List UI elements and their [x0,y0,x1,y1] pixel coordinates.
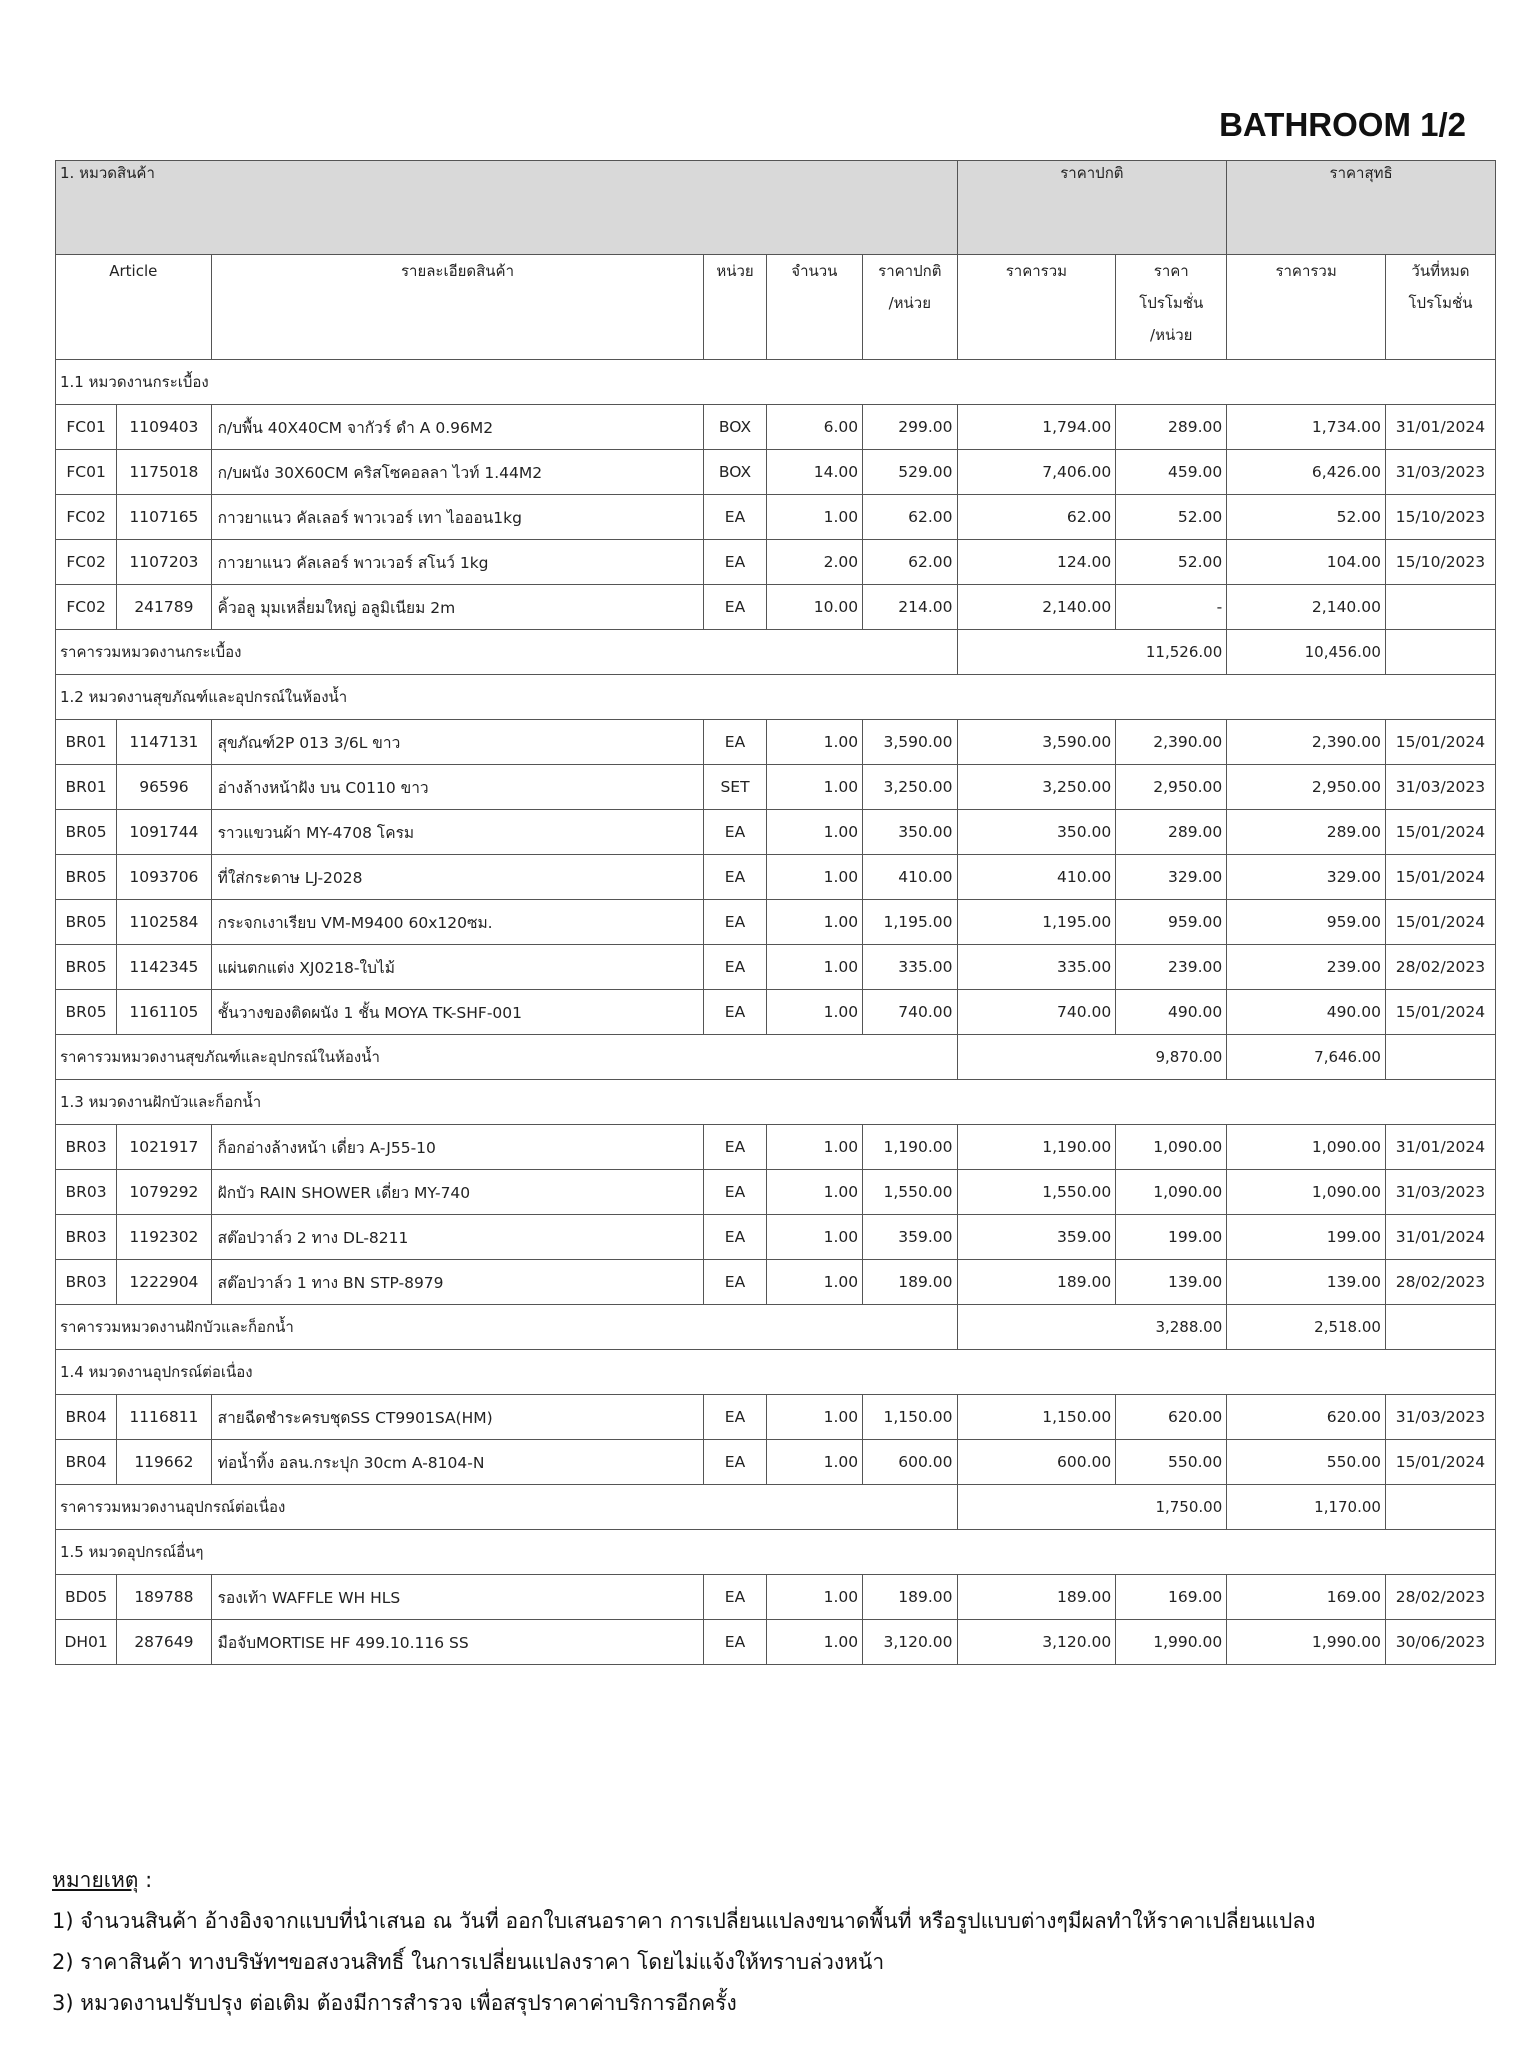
table-row [56,1125,1496,1170]
cell-code: FC02 [56,585,117,630]
cell-article: 1102584 [117,900,211,945]
cell-article: 96596 [117,765,211,810]
cell-article: 1147131 [117,720,211,765]
cell-promo-end: 28/02/2023 [1385,1575,1495,1620]
section-row [56,1530,1496,1575]
cell-promo-end: 31/01/2024 [1385,405,1495,450]
net-price-header: ราคาสุทธิ [1227,161,1496,255]
section-title: 1.5 หมวดอุปกรณ์อื่นๆ [56,1530,1496,1575]
cell-promo-end: 31/01/2024 [1385,1125,1495,1170]
cell-article: 1192302 [117,1215,211,1260]
column-header-article: Article [56,255,212,360]
net-subtotal-value: 10,456.00 [1227,630,1386,675]
cell-promo-end: 31/03/2023 [1385,1395,1495,1440]
subtotal-label: ราคารวมหมวดงานอุปกรณ์ต่อเนื่อง [56,1485,958,1530]
cell-net-total: 6,426.00 [1227,450,1386,495]
cell-article: 1091744 [117,810,211,855]
cell-total: 3,120.00 [957,1620,1116,1665]
cell-qty: 1.00 [766,990,862,1035]
cell-description: สายฉีดชำระครบชุดSS CT9901SA(HM) [211,1395,704,1440]
cell-unit: EA [704,1260,766,1305]
cell-net-total: 289.00 [1227,810,1386,855]
column-header-description: รายละเอียดสินค้า [211,255,704,360]
column-header-unit-price: ราคาปกติ /หน่วย [863,255,957,360]
column-header-qty: จำนวน [766,255,862,360]
cell-code: FC01 [56,450,117,495]
cell-article: 241789 [117,585,211,630]
cell-qty: 1.00 [766,900,862,945]
cell-article: 1175018 [117,450,211,495]
cell-code: FC02 [56,495,117,540]
subtotal-value: 9,870.00 [957,1035,1227,1080]
cell-description: ก/บผนัง 30X60CM คริสโซคอลลา ไวท์ 1.44M2 [211,450,704,495]
cell-promo-price: 459.00 [1116,450,1227,495]
table-row [56,495,1496,540]
table-row [56,945,1496,990]
cell-qty: 1.00 [766,1125,862,1170]
cell-article: 1107165 [117,495,211,540]
cell-code: BR05 [56,900,117,945]
column-header-total: ราคารวม [957,255,1116,360]
subtotal-label: ราคารวมหมวดงานสุขภัณฑ์และอุปกรณ์ในห้องน้ำ [56,1035,958,1080]
cell-net-total: 620.00 [1227,1395,1386,1440]
cell-promo-price: 289.00 [1116,405,1227,450]
cell-total: 3,590.00 [957,720,1116,765]
cell-article: 1093706 [117,855,211,900]
cell-total: 189.00 [957,1575,1116,1620]
cell-code: BR03 [56,1170,117,1215]
section-row [56,1350,1496,1395]
cell-code: BR05 [56,810,117,855]
cell-unit-price: 62.00 [863,495,957,540]
subtotal-row [56,1035,1496,1080]
cell-promo-end: 28/02/2023 [1385,1260,1495,1305]
cell-qty: 1.00 [766,495,862,540]
regular-price-header: ราคาปกติ [957,161,1227,255]
cell-unit: EA [704,900,766,945]
cell-qty: 6.00 [766,405,862,450]
cell-unit-price: 529.00 [863,450,957,495]
cell-promo-end: 15/01/2024 [1385,720,1495,765]
cell-total: 335.00 [957,945,1116,990]
cell-unit: EA [704,1395,766,1440]
cell-qty: 1.00 [766,810,862,855]
cell-promo-price: 169.00 [1116,1575,1227,1620]
net-subtotal-value: 7,646.00 [1227,1035,1386,1080]
cell-net-total: 2,140.00 [1227,585,1386,630]
cell-unit-price: 3,120.00 [863,1620,957,1665]
cell-promo-price: - [1116,585,1227,630]
cell-total: 1,794.00 [957,405,1116,450]
cell-unit: SET [704,765,766,810]
cell-qty: 1.00 [766,1260,862,1305]
price-table [55,160,1496,1665]
cell-total: 62.00 [957,495,1116,540]
subtotal-value: 1,750.00 [957,1485,1227,1530]
cell-description: สต๊อปวาล์ว 2 ทาง DL-8211 [211,1215,704,1260]
cell-total: 1,195.00 [957,900,1116,945]
cell-unit-price: 1,190.00 [863,1125,957,1170]
table-row [56,405,1496,450]
category-header: 1. หมวดสินค้า [56,161,958,255]
cell-promo-end: 15/10/2023 [1385,540,1495,585]
cell-promo-end: 15/01/2024 [1385,990,1495,1035]
notes-title: หมายเหตุ [52,1868,139,1892]
section-row [56,1080,1496,1125]
cell-unit-price: 410.00 [863,855,957,900]
notes-colon: : [138,1868,153,1892]
cell-net-total: 1,990.00 [1227,1620,1386,1665]
cell-unit: EA [704,1125,766,1170]
subtotal-row [56,630,1496,675]
cell-promo-end: 15/10/2023 [1385,495,1495,540]
column-header-net-total: ราคารวม [1227,255,1386,360]
cell-unit-price: 189.00 [863,1575,957,1620]
cell-total: 1,190.00 [957,1125,1116,1170]
empty-cell [1385,1485,1495,1530]
cell-code: DH01 [56,1620,117,1665]
cell-qty: 1.00 [766,945,862,990]
cell-code: BR05 [56,945,117,990]
header-group-row [56,161,1496,255]
cell-qty: 1.00 [766,765,862,810]
cell-unit-price: 1,195.00 [863,900,957,945]
cell-unit-price: 299.00 [863,405,957,450]
cell-unit: EA [704,1575,766,1620]
cell-code: BR01 [56,765,117,810]
cell-total: 3,250.00 [957,765,1116,810]
cell-qty: 1.00 [766,720,862,765]
cell-net-total: 1,090.00 [1227,1170,1386,1215]
column-header-promo-price: ราคา โปรโมชั่น /หน่วย [1116,255,1227,360]
note-line: 1) จำนวนสินค้า อ้างอิงจากแบบที่นำเสนอ ณ วันที่ ออกใบเสนอราคา การเปลี่ยนแปลงขนาดพื้นที่ หรือรูปแบบต่างๆมีผลทำให้ราคาเปลี่ยนแปลง [52,1909,1316,1933]
table-row [56,1215,1496,1260]
table-row [56,1170,1496,1215]
cell-unit-price: 62.00 [863,540,957,585]
note-line: 2) ราคาสินค้า ทางบริษัทฯขอสงวนสิทธิ์ ในการเปลี่ยนแปลงราคา โดยไม่แจ้งให้ทราบล่วงหน้า [52,1950,885,1974]
section-row [56,675,1496,720]
table-row [56,450,1496,495]
cell-qty: 1.00 [766,1170,862,1215]
cell-net-total: 2,390.00 [1227,720,1386,765]
cell-total: 2,140.00 [957,585,1116,630]
table-row [56,585,1496,630]
cell-unit: BOX [704,405,766,450]
cell-unit: EA [704,1215,766,1260]
cell-description: ก็อกอ่างล้างหน้า เดี่ยว A-J55-10 [211,1125,704,1170]
cell-total: 359.00 [957,1215,1116,1260]
net-subtotal-value: 2,518.00 [1227,1305,1386,1350]
cell-unit: EA [704,540,766,585]
cell-article: 1142345 [117,945,211,990]
cell-promo-end [1385,585,1495,630]
cell-description: ก/บพื้น 40X40CM จากัวร์ ดำ A 0.96M2 [211,405,704,450]
cell-unit-price: 740.00 [863,990,957,1035]
table-row [56,855,1496,900]
cell-promo-price: 1,090.00 [1116,1170,1227,1215]
table-row [56,720,1496,765]
cell-promo-price: 199.00 [1116,1215,1227,1260]
cell-code: BR01 [56,720,117,765]
cell-unit: EA [704,585,766,630]
cell-net-total: 959.00 [1227,900,1386,945]
cell-unit-price: 359.00 [863,1215,957,1260]
table-row [56,765,1496,810]
cell-unit-price: 3,590.00 [863,720,957,765]
cell-description: อ่างล้างหน้าฝัง บน C0110 ขาว [211,765,704,810]
cell-promo-price: 2,390.00 [1116,720,1227,765]
subtotal-row [56,1305,1496,1350]
subtotal-label: ราคารวมหมวดงานกระเบื้อง [56,630,958,675]
cell-unit: EA [704,720,766,765]
cell-promo-price: 52.00 [1116,495,1227,540]
cell-promo-price: 1,990.00 [1116,1620,1227,1665]
cell-promo-end: 30/06/2023 [1385,1620,1495,1665]
cell-promo-price: 1,090.00 [1116,1125,1227,1170]
cell-description: ราวแขวนผ้า MY-4708 โครม [211,810,704,855]
cell-unit-price: 1,150.00 [863,1395,957,1440]
cell-total: 740.00 [957,990,1116,1035]
page-title: BATHROOM 1/2 [1219,106,1466,143]
cell-article: 1079292 [117,1170,211,1215]
cell-unit: EA [704,990,766,1035]
subtotal-value: 3,288.00 [957,1305,1227,1350]
cell-net-total: 139.00 [1227,1260,1386,1305]
cell-unit: EA [704,495,766,540]
cell-net-total: 1,734.00 [1227,405,1386,450]
section-title: 1.4 หมวดงานอุปกรณ์ต่อเนื่อง [56,1350,1496,1395]
cell-promo-price: 550.00 [1116,1440,1227,1485]
cell-promo-price: 620.00 [1116,1395,1227,1440]
cell-article: 1116811 [117,1395,211,1440]
empty-cell [1385,1305,1495,1350]
cell-total: 1,150.00 [957,1395,1116,1440]
cell-promo-price: 959.00 [1116,900,1227,945]
cell-unit-price: 350.00 [863,810,957,855]
cell-promo-end: 31/01/2024 [1385,1215,1495,1260]
column-header-promo-end: วันที่หมด โปรโมชั่น [1385,255,1495,360]
cell-net-total: 199.00 [1227,1215,1386,1260]
cell-description: กาวยาแนว คัลเลอร์ พาวเวอร์ สโนว์ 1kg [211,540,704,585]
cell-promo-price: 2,950.00 [1116,765,1227,810]
cell-code: BR03 [56,1260,117,1305]
cell-article: 1109403 [117,405,211,450]
cell-code: FC02 [56,540,117,585]
section-title: 1.2 หมวดงานสุขภัณฑ์และอุปกรณ์ในห้องน้ำ [56,675,1496,720]
cell-unit: EA [704,855,766,900]
section-title: 1.3 หมวดงานฝักบัวและก็อกน้ำ [56,1080,1496,1125]
cell-promo-end: 28/02/2023 [1385,945,1495,990]
table-row [56,1575,1496,1620]
cell-article: 189788 [117,1575,211,1620]
cell-code: FC01 [56,405,117,450]
cell-description: คิ้วอลู มุมเหลี่ยมใหญ่ อลูมิเนียม 2m [211,585,704,630]
cell-total: 600.00 [957,1440,1116,1485]
cell-promo-price: 490.00 [1116,990,1227,1035]
cell-qty: 1.00 [766,1215,862,1260]
cell-promo-end: 31/03/2023 [1385,765,1495,810]
cell-unit-price: 189.00 [863,1260,957,1305]
net-subtotal-value: 1,170.00 [1227,1485,1386,1530]
subtotal-row [56,1485,1496,1530]
column-header-row [56,255,1496,360]
cell-unit-price: 214.00 [863,585,957,630]
cell-total: 1,550.00 [957,1170,1116,1215]
cell-net-total: 490.00 [1227,990,1386,1035]
cell-code: BR05 [56,990,117,1035]
cell-description: ที่ใส่กระดาษ LJ-2028 [211,855,704,900]
cell-promo-price: 289.00 [1116,810,1227,855]
table-row [56,1620,1496,1665]
cell-promo-end: 31/03/2023 [1385,450,1495,495]
cell-promo-price: 52.00 [1116,540,1227,585]
cell-code: BR03 [56,1215,117,1260]
subtotal-label: ราคารวมหมวดงานฝักบัวและก็อกน้ำ [56,1305,958,1350]
cell-total: 350.00 [957,810,1116,855]
cell-promo-price: 239.00 [1116,945,1227,990]
cell-net-total: 550.00 [1227,1440,1386,1485]
cell-description: กระจกเงาเรียบ VM-M9400 60x120ซม. [211,900,704,945]
cell-code: BR05 [56,855,117,900]
cell-description: สุขภัณฑ์2P 013 3/6L ขาว [211,720,704,765]
cell-promo-end: 15/01/2024 [1385,855,1495,900]
cell-qty: 1.00 [766,1575,862,1620]
cell-qty: 1.00 [766,1440,862,1485]
cell-description: สต๊อปวาล์ว 1 ทาง BN STP-8979 [211,1260,704,1305]
cell-qty: 1.00 [766,1620,862,1665]
cell-net-total: 329.00 [1227,855,1386,900]
cell-promo-end: 31/03/2023 [1385,1170,1495,1215]
column-header-unit: หน่วย [704,255,766,360]
table-row [56,810,1496,855]
cell-description: ฝักบัว RAIN SHOWER เดี่ยว MY-740 [211,1170,704,1215]
cell-unit-price: 600.00 [863,1440,957,1485]
cell-description: ท่อน้ำทิ้ง อลน.กระปุก 30cm A-8104-N [211,1440,704,1485]
section-row [56,360,1496,405]
cell-unit-price: 335.00 [863,945,957,990]
table-row [56,900,1496,945]
note-line: 3) หมวดงานปรับปรุง ต่อเติม ต้องมีการสำรวจ เพื่อสรุปราคาค่าบริการอีกครั้ง [52,1991,737,2015]
cell-article: 119662 [117,1440,211,1485]
cell-description: ชั้นวางของติดผนัง 1 ชั้น MOYA TK-SHF-001 [211,990,704,1035]
cell-net-total: 104.00 [1227,540,1386,585]
cell-code: BR04 [56,1440,117,1485]
table-row [56,1395,1496,1440]
cell-description: แผ่นตกแต่ง XJ0218-ใบไม้ [211,945,704,990]
cell-promo-end: 15/01/2024 [1385,1440,1495,1485]
cell-unit: EA [704,810,766,855]
section-title: 1.1 หมวดงานกระเบื้อง [56,360,1496,405]
cell-total: 124.00 [957,540,1116,585]
cell-promo-end: 15/01/2024 [1385,900,1495,945]
table-row [56,1440,1496,1485]
cell-unit-price: 3,250.00 [863,765,957,810]
table-row [56,540,1496,585]
notes-heading [52,1860,1492,1901]
cell-total: 7,406.00 [957,450,1116,495]
cell-description: กาวยาแนว คัลเลอร์ พาวเวอร์ เทา ไอออน1kg [211,495,704,540]
cell-code: BR04 [56,1395,117,1440]
cell-description: รองเท้า WAFFLE WH HLS [211,1575,704,1620]
cell-unit-price: 1,550.00 [863,1170,957,1215]
cell-article: 1021917 [117,1125,211,1170]
cell-article: 1161105 [117,990,211,1035]
cell-code: BD05 [56,1575,117,1620]
table-row [56,990,1496,1035]
cell-promo-price: 139.00 [1116,1260,1227,1305]
cell-promo-end: 15/01/2024 [1385,810,1495,855]
notes [52,1860,1492,2024]
empty-cell [1385,630,1495,675]
cell-total: 189.00 [957,1260,1116,1305]
cell-unit: EA [704,1170,766,1215]
cell-article: 1222904 [117,1260,211,1305]
cell-net-total: 169.00 [1227,1575,1386,1620]
cell-qty: 10.00 [766,585,862,630]
cell-unit: EA [704,945,766,990]
cell-total: 410.00 [957,855,1116,900]
cell-promo-price: 329.00 [1116,855,1227,900]
cell-article: 287649 [117,1620,211,1665]
cell-qty: 1.00 [766,855,862,900]
cell-qty: 1.00 [766,1395,862,1440]
cell-qty: 14.00 [766,450,862,495]
empty-cell [1385,1035,1495,1080]
table-row [56,1260,1496,1305]
cell-net-total: 1,090.00 [1227,1125,1386,1170]
cell-net-total: 239.00 [1227,945,1386,990]
cell-description: มือจับMORTISE HF 499.10.116 SS [211,1620,704,1665]
cell-code: BR03 [56,1125,117,1170]
subtotal-value: 11,526.00 [957,630,1227,675]
cell-unit: EA [704,1620,766,1665]
cell-net-total: 52.00 [1227,495,1386,540]
cell-unit: EA [704,1440,766,1485]
cell-qty: 2.00 [766,540,862,585]
cell-net-total: 2,950.00 [1227,765,1386,810]
cell-unit: BOX [704,450,766,495]
cell-article: 1107203 [117,540,211,585]
